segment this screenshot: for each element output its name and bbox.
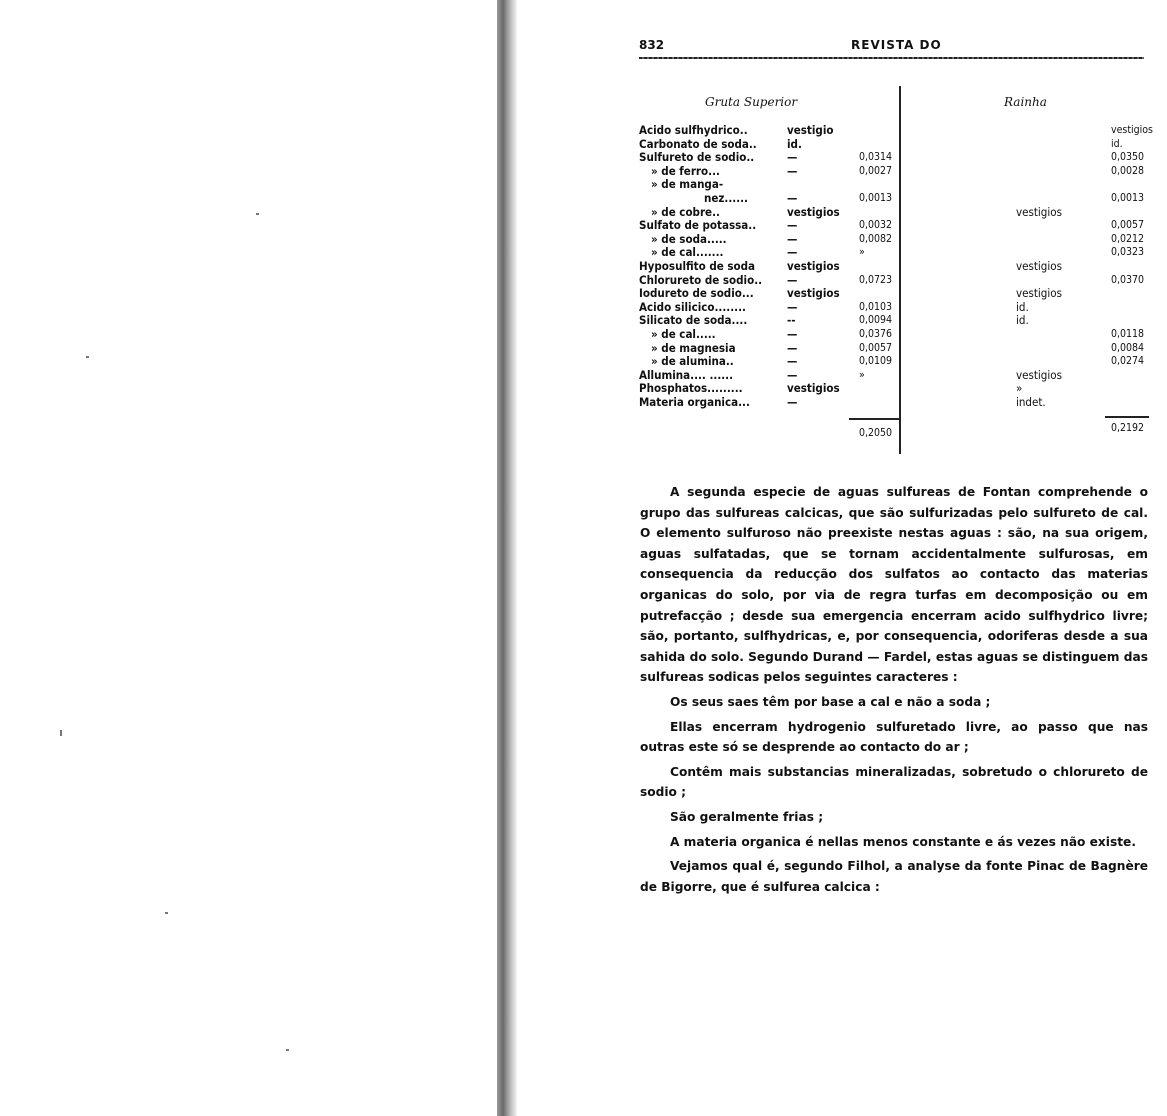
substance-name: Materia organica... <box>639 395 750 409</box>
gruta-value: 0,0376 <box>859 328 893 340</box>
gruta-presence: — <box>787 299 798 314</box>
table-row <box>639 328 1154 342</box>
substance-name: Allumina.... ...... <box>639 367 734 382</box>
gruta-presence: — <box>787 327 798 341</box>
header-rule <box>639 57 1144 59</box>
left-sum-rule <box>849 418 899 420</box>
body-text <box>640 482 1148 897</box>
paper-speck <box>60 730 62 736</box>
table-row <box>639 396 1154 410</box>
gruta-presence: — <box>787 354 798 369</box>
substance-name: Iodureto de sodio... <box>639 286 754 301</box>
gruta-presence: — <box>787 245 798 260</box>
rainha-presence: vestigios <box>1016 286 1062 301</box>
rainha-presence: id. <box>1016 313 1029 328</box>
substance-name: » de magnesia <box>651 340 736 355</box>
table-row <box>639 124 1154 138</box>
gruta-presence: — <box>787 340 798 355</box>
rainha-value: 0,0370 <box>1111 273 1145 286</box>
gruta-presence: — <box>787 272 798 287</box>
rainha-value: 0,0028 <box>1111 164 1145 177</box>
gruta-presence: — <box>787 367 798 382</box>
rainha-presence: vestigios <box>1016 367 1062 382</box>
rainha-presence: » <box>1016 381 1023 396</box>
gruta-presence: vestigios <box>787 204 840 219</box>
page-number: 832 <box>639 38 665 52</box>
substance-name: » de cobre.. <box>651 204 720 219</box>
paper-speck <box>256 213 259 215</box>
gruta-value: 0,0103 <box>859 300 893 313</box>
paragraph: Vejamos qual é, segundo Filhol, a analyse da fonte Pinac de Bagnère de Bigorre, que é sulfurea calcica : <box>640 859 1148 894</box>
gruta-presence: — <box>787 218 798 233</box>
rainha-presence: id. <box>1016 299 1029 314</box>
paper-speck <box>286 1049 289 1051</box>
gruta-presence: -- <box>787 313 796 328</box>
substance-name: » de cal..... <box>651 327 716 341</box>
gruta-value: » <box>859 368 865 381</box>
substance-name: » de ferro... <box>651 163 720 178</box>
gruta-presence: vestigio <box>787 123 834 137</box>
paragraph: Ellas encerram hydrogenio sulfuretado livre, ao passo que nas outras este só se desprende ao contacto do ar ; <box>640 719 1148 755</box>
running-title: REVISTA DO <box>851 38 942 52</box>
gruta-value: 0,0094 <box>859 314 893 327</box>
substance-name: nez...... <box>704 191 748 205</box>
rainha-value: 0,0323 <box>1111 246 1145 259</box>
paragraph: Os seus saes têm por base a cal e não a soda ; <box>670 694 991 709</box>
rainha-presence: vestigios <box>1016 259 1062 273</box>
gruta-value: 0,0082 <box>859 232 893 245</box>
substance-name: » de manga- <box>651 177 724 192</box>
rainha-value: 0,0084 <box>1111 341 1145 354</box>
rainha-presence: indet. <box>1016 395 1046 409</box>
substance-name: Phosphatos......... <box>639 381 743 396</box>
gruta-value: 0,0057 <box>859 341 893 354</box>
paper-speck <box>86 356 89 358</box>
table-row <box>639 192 1154 206</box>
substance-name: Sulfato de potassa.. <box>639 218 757 233</box>
paragraph: São geralmente frias ; <box>670 809 824 824</box>
right-total: 0,2192 <box>1111 422 1145 434</box>
table-row <box>639 260 1154 274</box>
rainha-value: 0,0118 <box>1111 328 1145 340</box>
substance-name: Carbonato de soda.. <box>639 136 757 151</box>
column-title-gruta-superior: Gruta Superior <box>705 95 798 109</box>
right-sum-rule <box>1105 416 1149 418</box>
gruta-presence: — <box>787 163 798 178</box>
substance-name: Acido silicico........ <box>639 299 746 314</box>
gruta-value: 0,0013 <box>859 192 893 204</box>
gruta-presence: vestigios <box>787 259 840 273</box>
analysis-table <box>639 86 1154 456</box>
book-spine <box>497 0 517 1116</box>
substance-name: Hyposulfito de soda <box>639 259 755 273</box>
left-total: 0,2050 <box>859 427 893 439</box>
table-row <box>639 314 1154 328</box>
gruta-presence: — <box>787 150 798 165</box>
gruta-value: 0,0314 <box>859 151 893 164</box>
substance-name: Chlorureto de sodio.. <box>639 272 763 287</box>
rainha-value: id. <box>1111 137 1123 150</box>
gruta-value: 0,0109 <box>859 355 893 368</box>
paragraph: A materia organica é nellas menos constante e ás vezes não existe. <box>670 834 1136 849</box>
rainha-value: 0,0274 <box>1111 355 1145 368</box>
gruta-presence: vestigios <box>787 286 840 301</box>
column-title-rainha: Rainha <box>1004 95 1047 109</box>
paragraph: A segunda especie de aguas sulfureas de Fontan comprehende o grupo das sulfureas calcicas, que são sulfurizadas pelo sulfureto de cal. O elemento sulfuroso não preexiste nestas aguas : são, na sua origem, aguas sulfatadas, que se tornam accidentalmente sulfurosas, em consequencia da reducção dos sulfatos ao contacto das materias organicas do solo, por via de regra turfas em decomposição ou em putrefacção ; desde sua emergencia encerram acido sulfhydrico livre; são, portanto, sulfhydricas, e, por consequencia, odoriferas desde a sua sahida do solo. Segundo Durand — Fardel, estas aguas se distinguem das sulfureas sodicas pelos seguintes caracteres : <box>640 485 1148 685</box>
substance-name: » de alumina.. <box>651 354 734 369</box>
gruta-presence: vestigios <box>787 381 840 396</box>
gruta-value: » <box>859 246 865 259</box>
gruta-value: 0,0723 <box>859 273 893 286</box>
gruta-presence: — <box>787 395 798 409</box>
gruta-value: 0,0027 <box>859 164 893 177</box>
gruta-value: 0,0032 <box>859 219 893 232</box>
substance-name: Silicato de soda.... <box>639 313 748 328</box>
page-header <box>639 38 1144 58</box>
rainha-value: 0,0013 <box>1111 192 1145 204</box>
substance-name: » de soda..... <box>651 231 727 246</box>
paper-speck <box>165 912 168 914</box>
rainha-value: 0,0350 <box>1111 151 1145 164</box>
rainha-value: vestigios <box>1111 124 1153 136</box>
gruta-presence: id. <box>787 136 802 151</box>
substance-name: Acido sulfhydrico.. <box>639 123 748 137</box>
rainha-presence: vestigios <box>1016 204 1062 219</box>
gruta-presence: — <box>787 191 798 205</box>
substance-name: » de cal....... <box>651 245 724 260</box>
gruta-presence: — <box>787 231 798 246</box>
rainha-value: 0,0212 <box>1111 232 1145 245</box>
paragraph: Contêm mais substancias mineralizadas, sobretudo o chlorureto de sodio ; <box>640 764 1148 800</box>
rainha-value: 0,0057 <box>1111 219 1145 232</box>
substance-name: Sulfureto de sodio.. <box>639 150 755 165</box>
